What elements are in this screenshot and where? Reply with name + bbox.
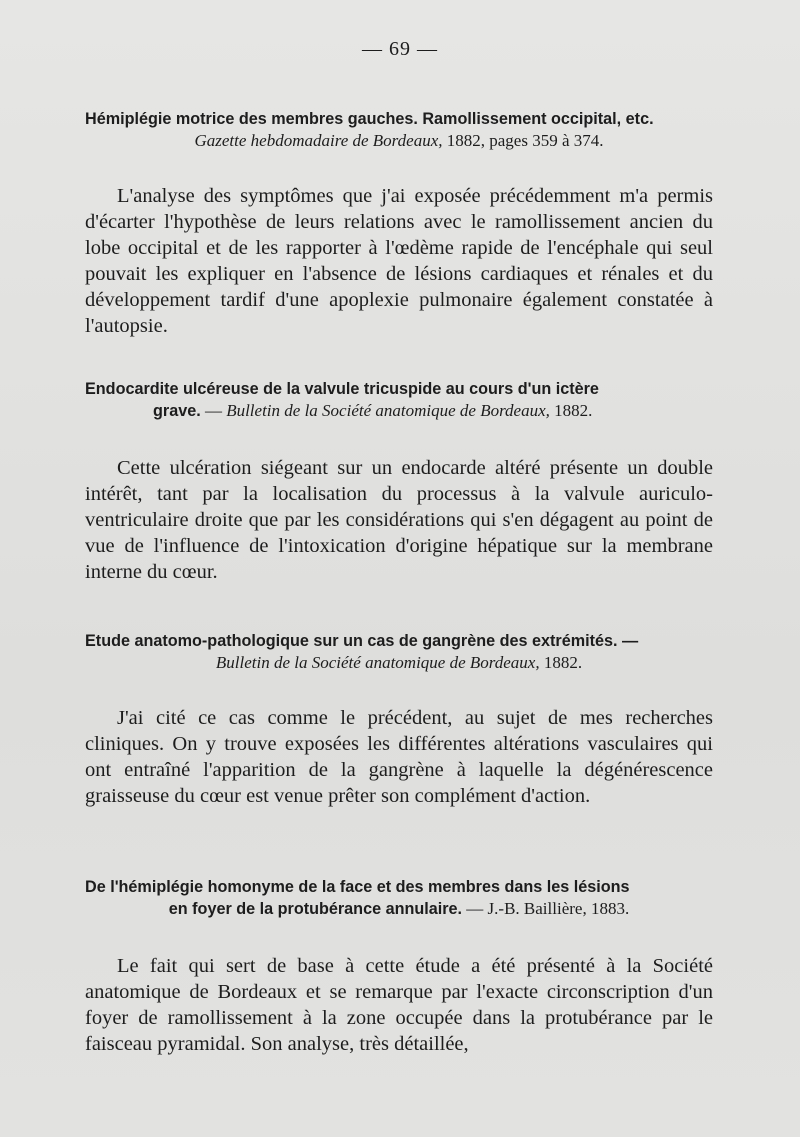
section-body: Le fait qui sert de base à cette étude a été présenté à la Société anatomique de Bordeaux et se remarque par l'exacte circonscription d'un foyer de ramollissement à la zone occupée dans la protubérance par le faisceau pyramidal. Son analyse, très détaillée,: [85, 955, 713, 1055]
source-dash: —: [200, 401, 227, 420]
source-journal: Bulletin de la Société anatomique de Bordeaux,: [215, 653, 540, 672]
section-heading-continued: [85, 898, 713, 920]
section-endocardite: [85, 378, 713, 585]
source-journal: Gazette hebdomadaire de Bordeaux,: [194, 131, 443, 150]
section-body: L'analyse des symptômes que j'ai exposée précédemment m'a permis d'écarter l'hypothèse de leurs relations avec le ramollissement ancien du lobe occipital et de les rapporter à l'œdème rapide de l'encéphale qui seul pouvait les expliquer en l'absence de lésions cardiaques et rénales et du développement tardif d'une apoplexie pulmonaire également constatée à l'autopsie.: [85, 185, 713, 337]
section-heading: De l'hémiplégie homonyme de la face et des membres dans les lésions: [85, 878, 630, 896]
section-gangrene: [85, 630, 713, 809]
section-heading: Hémiplégie motrice des membres gauches. Ramollissement occipital, etc.: [85, 110, 654, 128]
heading-end: en foyer de la protubérance annulaire.: [168, 900, 463, 918]
section-hemiplegie-motrice: [85, 108, 713, 339]
source-journal: Bulletin de la Société anatomique de Bordeaux,: [226, 401, 550, 420]
source-details: — J.-B. Baillière, 1883.: [462, 899, 630, 918]
source-details: 1882.: [539, 653, 583, 672]
section-body: Cette ulcération siégeant sur un endocarde altéré présente un double intérêt, tant par la localisation du processus à la valvule auriculo-ventriculaire droite que par les considérations qui s'en dégagent au point de vue de l'influence de l'intoxication d'origine hépatique sur la membrane interne du cœur.: [85, 457, 713, 583]
section-hemiplegie-homonyme: [85, 876, 713, 1057]
section-source: [85, 652, 713, 674]
section-heading: Etude anatomo-pathologique sur un cas de gangrène des extrémités. —: [85, 632, 639, 650]
source-details: 1882, pages 359 à 374.: [442, 131, 604, 150]
section-source: [85, 130, 713, 152]
section-heading: Endocardite ulcéreuse de la valvule tricuspide au cours d'un ictère: [85, 380, 599, 398]
page-number: — 69 —: [362, 38, 438, 60]
heading-end: grave.: [153, 402, 201, 420]
section-body: J'ai cité ce cas comme le précédent, au sujet de mes recherches cliniques. On y trouve exposées les différentes altérations vasculaires qui ont entraîné l'apparition de la gangrène à laquelle la dégénérescence graisseuse du cœur est venue prêter son complément d'action.: [85, 707, 713, 807]
section-heading-continued: [85, 400, 713, 422]
source-details: 1882.: [549, 401, 593, 420]
